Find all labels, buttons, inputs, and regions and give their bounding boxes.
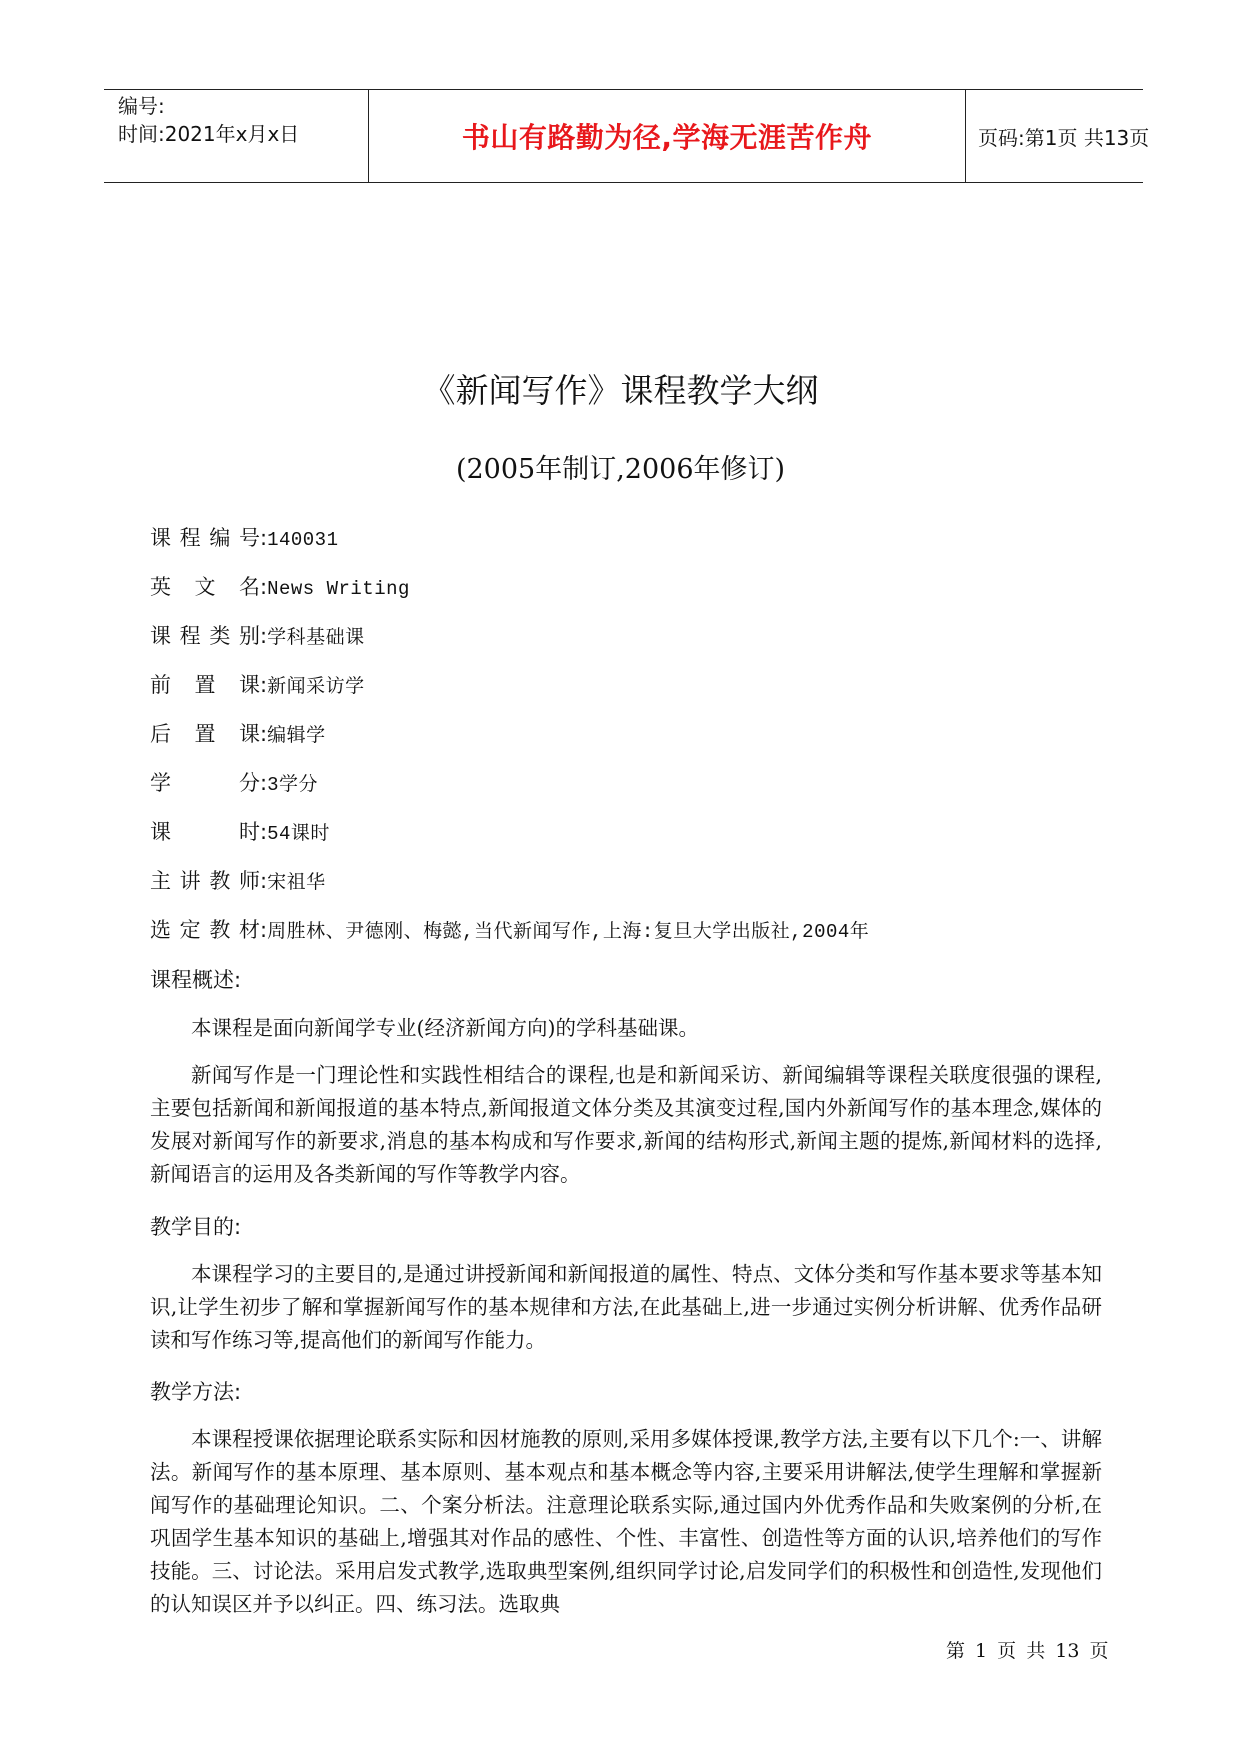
goal-paragraph-1: 本课程学习的主要目的,是通过讲授新闻和新闻报道的属性、特点、文体分类和写作基本要求等基本知识,让学生初步了解和掌握新闻写作的基本规律和方法,在此基础上,进一步通过实例分析讲解、优秀作品研读和写作练习等,提高他们的新闻写作能力。 xyxy=(150,1262,1102,1352)
info-label: 学分 xyxy=(150,771,260,795)
info-label: 课时 xyxy=(150,820,260,844)
time-label: 时间:2021年x月x日 xyxy=(118,122,300,146)
page-footer: 第 1 页 共 13 页 xyxy=(946,1640,1109,1662)
info-label: 英文名 xyxy=(150,575,260,599)
info-row-english-name: 英文名:News Writing xyxy=(150,572,1110,621)
course-info xyxy=(150,523,1110,964)
section-heading-goal: 教学目的: xyxy=(150,1215,242,1239)
info-label: 前置课 xyxy=(150,673,260,697)
document-title: 《新闻写作》课程教学大纲 xyxy=(422,371,819,410)
info-value: 学科基础课 xyxy=(267,627,365,649)
info-row-prerequisite: 前置课:新闻采访学 xyxy=(150,670,1110,719)
info-label: 课程编号 xyxy=(150,526,260,550)
info-row-lecturer: 主讲教师:宋祖华 xyxy=(150,866,1110,915)
document-subtitle: (2005年制订,2006年修订) xyxy=(455,454,786,485)
info-row-textbook: 选定教材:周胜林、尹德刚、梅懿,当代新闻写作,上海:复旦大学出版社,2004年 xyxy=(150,915,1110,964)
header-page-info: 页码:第1页 共13页 xyxy=(978,125,1150,150)
info-value: 新闻采访学 xyxy=(267,676,365,698)
info-label: 后置课 xyxy=(150,722,260,746)
info-value: 周胜林、尹德刚、梅懿,当代新闻写作,上海:复旦大学出版社,2004年 xyxy=(267,921,870,943)
info-row-course-type: 课程类别:学科基础课 xyxy=(150,621,1110,670)
info-value: 54课时 xyxy=(267,823,330,845)
page-header xyxy=(104,89,1150,183)
header-motto: 书山有路勤为径,学海无涯苦作舟 xyxy=(369,90,966,182)
info-row-follow-up: 后置课:编辑学 xyxy=(150,719,1110,768)
info-value: 编辑学 xyxy=(267,725,326,747)
section-heading-overview: 课程概述: xyxy=(150,968,242,992)
method-paragraph-1: 本课程授课依据理论联系实际和因材施教的原则,采用多媒体授课,教学方法,主要有以下几个:一、讲解法。新闻写作的基本原理、基本原则、基本观点和基本概念等内容,主要采用讲解法,使学生理解和掌握新闻写作的基础理论知识。二、个案分析法。注意理论联系实际,通过国内外优秀作品和失败案例的分析,在巩固学生基本知识的基础上,增强其对作品的感性、个性、丰富性、创造性等方面的认识,培养他们的写作技能。三、讨论法。采用启发式教学,选取典型案例,组织同学讨论,启发同学们的积极性和创造性,发现他们的认知误区并予以纠正。四、练习法。选取典 xyxy=(150,1427,1102,1616)
info-value: 140031 xyxy=(267,529,339,551)
header-meta xyxy=(104,90,369,182)
overview-paragraph-2: 新闻写作是一门理论性和实践性相结合的课程,也是和新闻采访、新闻编辑等课程关联度很强的课程,主要包括新闻和新闻报道的基本特点,新闻报道文体分类及其演变过程,国内外新闻写作的基本理念,媒体的发展对新闻写作的新要求,消息的基本构成和写作要求,新闻的结构形式,新闻主题的提炼,新闻材料的选择,新闻语言的运用及各类新闻的写作等教学内容。 xyxy=(150,1063,1102,1186)
info-value: 宋祖华 xyxy=(267,872,326,894)
info-label: 选定教材 xyxy=(150,918,260,942)
overview-paragraph-1: 本课程是面向新闻学专业(经济新闻方向)的学科基础课。 xyxy=(191,1016,699,1040)
info-label: 主讲教师 xyxy=(150,869,260,893)
info-value: 3学分 xyxy=(267,774,318,796)
info-row-hours: 课时:54课时 xyxy=(150,817,1110,866)
doc-number-label: 编号: xyxy=(118,94,165,118)
section-heading-method: 教学方法: xyxy=(150,1380,242,1404)
info-row-credits: 学分:3学分 xyxy=(150,768,1110,817)
info-value: News Writing xyxy=(267,578,410,600)
info-row-course-number: 课程编号:140031 xyxy=(150,523,1110,572)
info-label: 课程类别 xyxy=(150,624,260,648)
